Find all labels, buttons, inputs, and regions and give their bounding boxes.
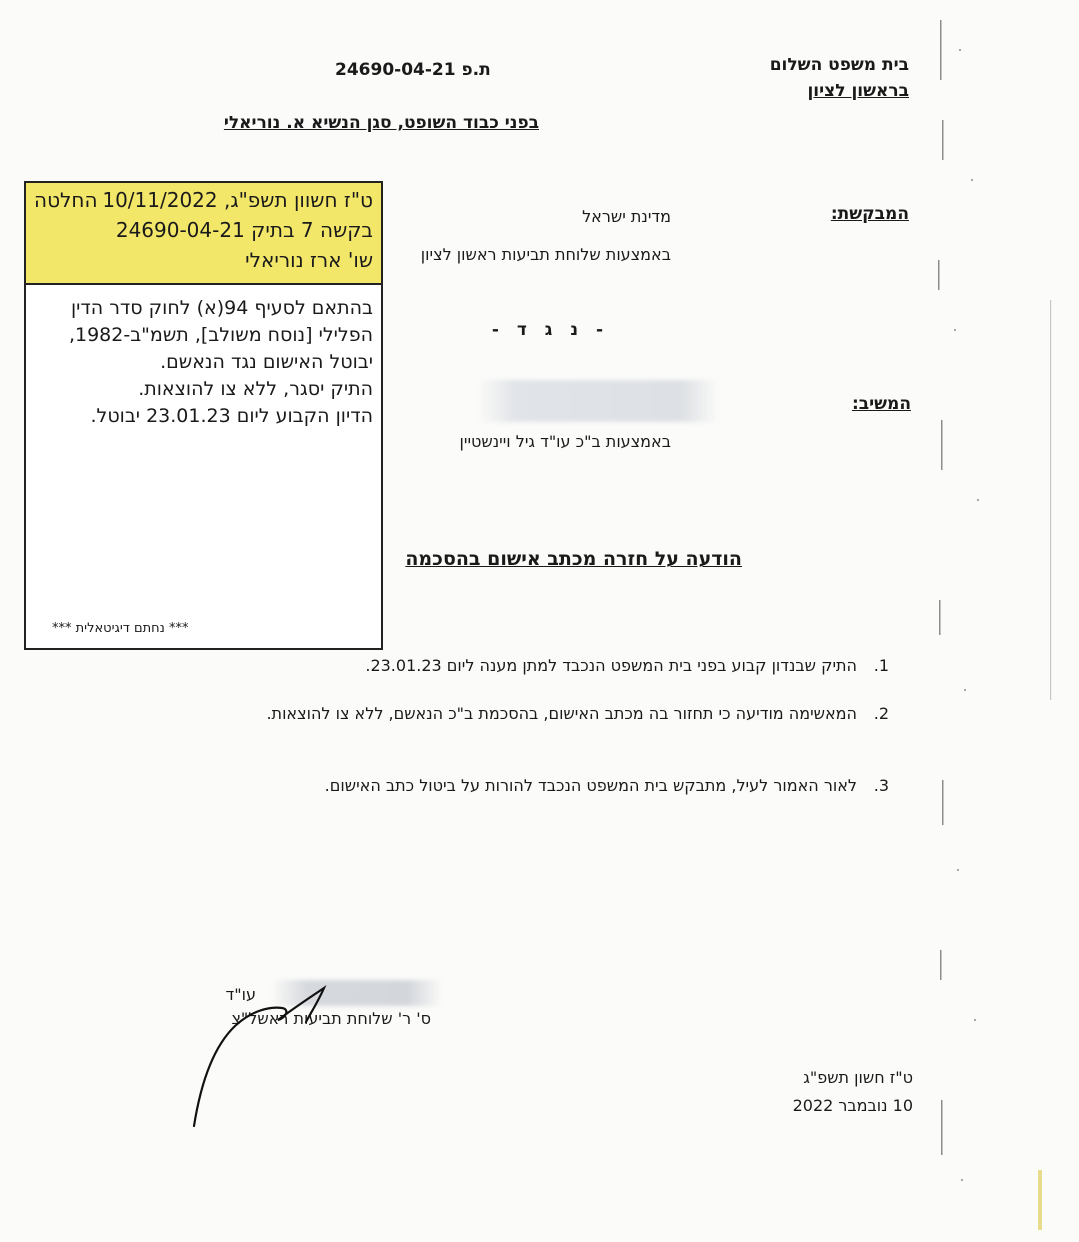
- decision-body: [36, 295, 373, 430]
- decision-line: התיק יסגר, ללא צו להוצאות.: [138, 378, 373, 400]
- decision-line: יבוטל האישום נגד הנאשם.: [160, 351, 373, 373]
- decision-date: ט"ז חשוון תשפ"ג, 10/11/2022: [102, 188, 373, 212]
- notice-title: הודעה על חזרה מכתב אישום בהסכמה: [405, 548, 742, 570]
- date-gregorian: 10 נובמבר 2022: [792, 1096, 913, 1115]
- scan-edge-noise: [930, 0, 1079, 1242]
- decision-line: הדיון הקבוע ליום 23.01.23 יבוטל.: [90, 405, 373, 427]
- redacted-respondent-name: [478, 380, 718, 422]
- respondent-label: המשיב:: [851, 394, 911, 414]
- decision-header-row: [34, 185, 373, 215]
- respondent-via: באמצעות ב"כ עו"ד גיל ויינשטיין: [459, 432, 671, 451]
- decision-box: [24, 181, 383, 650]
- versus-line: - נ ג ד -: [491, 320, 609, 340]
- list-item: [365, 652, 889, 680]
- applicant-via: באמצעות שלוחת תביעות ראשון לציון: [420, 245, 671, 264]
- court-name-line1: בית משפט השלום: [769, 55, 909, 75]
- item-text: לאור האמור לעיל, מתבקש בית המשפט הנכבד להורות על ביטול כתב האישום.: [324, 776, 857, 795]
- item-text: המאשימה מודיעה כי תחזור בה מכתב האישום, בהסכמת ב"כ הנאשם, ללא צו להוצאות.: [266, 704, 857, 723]
- decision-line: בהתאם לסעיף 94(א) לחוק סדר הדין: [70, 297, 373, 319]
- judge-line: בפני כבוד השופט, סגן הנשיא א. נוריאלי: [223, 113, 539, 133]
- item-text: התיק שבנדון קבוע בפני בית המשפט הנכבד למתן מענה ליום 23.01.23.: [365, 656, 857, 675]
- date-hebrew: ט"ז חשון תשפ"ג: [803, 1068, 913, 1087]
- signer-title: עו"ד: [225, 985, 256, 1004]
- item-number: 3.: [873, 776, 889, 795]
- court-name-line2: בראשון לציון: [807, 81, 909, 101]
- decision-request: בקשה 7 בתיק 24690-04-21: [115, 218, 373, 242]
- applicant-name: מדינת ישראל: [582, 207, 671, 226]
- signer-role: ס' ר' שלוחת תביעות ראשל"צ: [231, 1009, 431, 1028]
- item-number: 2.: [873, 704, 889, 723]
- digital-signature-note: *** נחתם דיגיטאלית ***: [52, 621, 189, 636]
- applicant-label: המבקשת:: [830, 204, 909, 224]
- list-item: [324, 772, 889, 800]
- handwritten-signature: [190, 978, 370, 1128]
- case-number: ת.פ 24690-04-21: [335, 60, 491, 80]
- decision-header: [26, 183, 381, 285]
- list-item: [217, 700, 889, 728]
- item-number: 1.: [873, 656, 889, 675]
- decision-line: הפלילי [נוסח משולב], תשמ"ב-1982,: [68, 324, 373, 346]
- decision-judge: שו' ארז נוריאלי: [245, 248, 373, 272]
- decision-title: החלטה: [34, 188, 98, 212]
- court-name: [770, 52, 909, 104]
